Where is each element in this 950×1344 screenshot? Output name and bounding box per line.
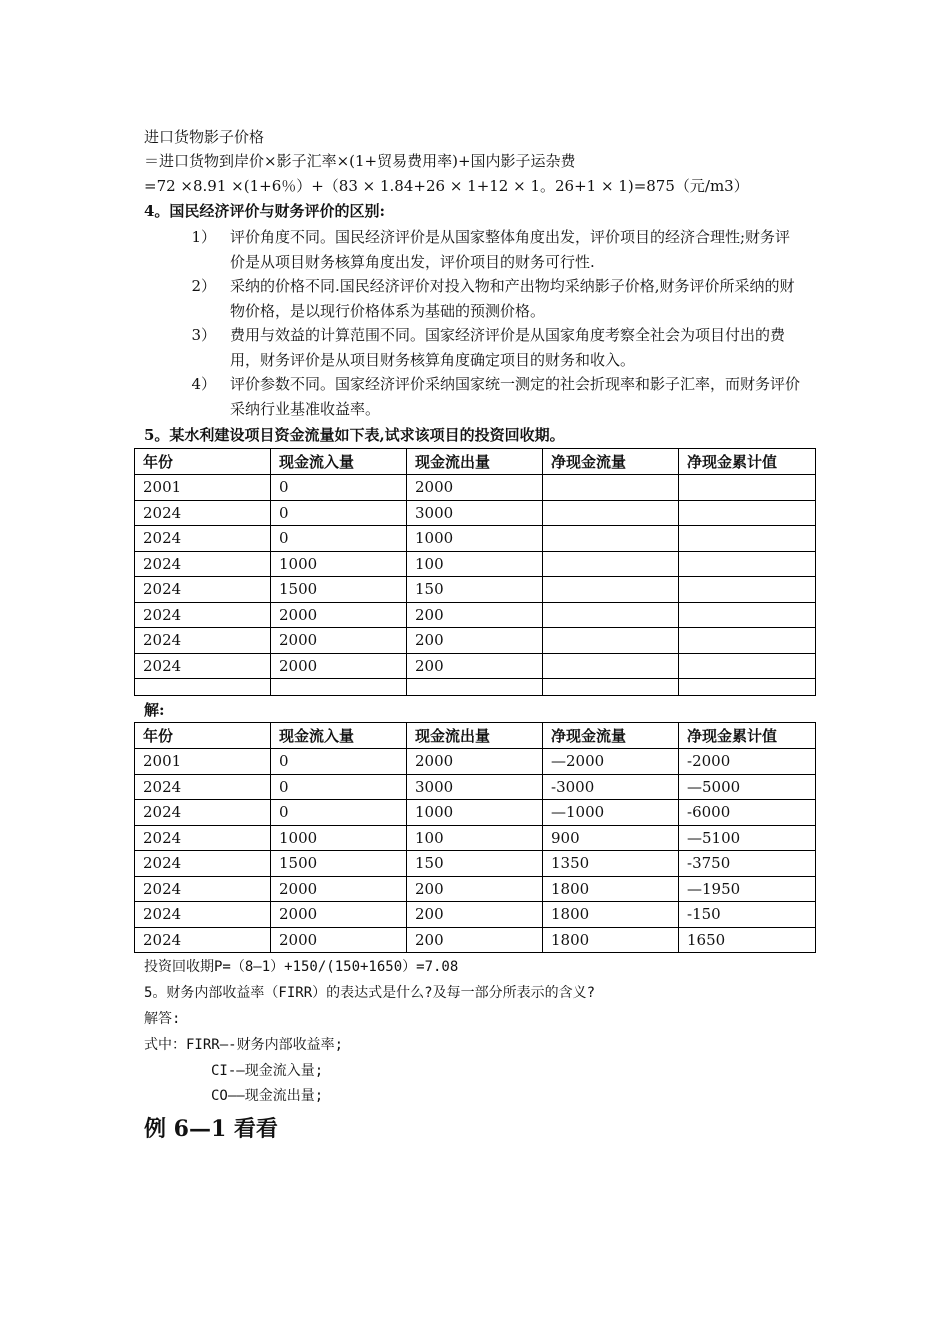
table-row [135,628,816,654]
section-5-title: 5。某水利建设项目资金流量如下表,试求该项目的投资回收期。 [144,426,565,444]
list-item-text: 评价参数不同。国家经济评价采纳国家统一测定的社会折现率和影子汇率，而财务评价采纳行业基准收益率。 [230,375,801,418]
table-cell: 2024 [135,876,271,902]
table-cell [543,500,679,526]
table-cell [407,679,543,696]
table-row [135,851,816,877]
header-cell: 净现金流量 [543,723,679,749]
table-cell [679,500,816,526]
header-cell: 净现金累计值 [679,449,816,475]
list-item [186,274,826,324]
table-cell [543,653,679,679]
table-row [135,526,816,552]
table-row [135,500,816,526]
table-cell [543,602,679,628]
table-row [135,475,816,501]
table-cell: 2000 [271,653,407,679]
table-cell: 2000 [271,876,407,902]
table-cell: 2024 [135,902,271,928]
table-cell [679,602,816,628]
list-item-text: 评价角度不同。国民经济评价是从国家整体角度出发，评价项目的经济合理性;财务评价是从项目财务核算角度出发，评价项目的财务可行性. [230,228,791,271]
header-cell: 净现金累计值 [679,723,816,749]
table-cell [543,628,679,654]
table-row [135,825,816,851]
table-cell: 1800 [543,902,679,928]
table-cell [543,551,679,577]
table-row [135,902,816,928]
definition-ci: CI-—现金流入量; [211,1063,324,1079]
table-cell [271,679,407,696]
table-row-empty [135,679,816,696]
table-cell: -6000 [679,800,816,826]
table-cell: 100 [407,551,543,577]
table-cell: 1500 [271,851,407,877]
header-cell: 现金流出量 [407,449,543,475]
table-cell: 1800 [543,876,679,902]
table-cell: 2001 [135,475,271,501]
table-cell: 0 [271,526,407,552]
solution-table [134,722,816,953]
table-cell: 1000 [407,526,543,552]
table-cell: 2024 [135,551,271,577]
table-cell [679,679,816,696]
list-item [186,323,826,373]
table-cell: 0 [271,800,407,826]
table-cell: 1500 [271,577,407,603]
list-item-text: 费用与效益的计算范围不同。国家经济评价是从国家角度考察全社会为项目付出的费用，财务评价是从项目财务核算角度确定项目的财务和收入。 [230,326,786,369]
table-cell [543,577,679,603]
table-cell: 150 [407,851,543,877]
table-cell: 200 [407,927,543,953]
table-cell: 2000 [271,602,407,628]
table-cell: 1800 [543,927,679,953]
header-cell: 净现金流量 [543,449,679,475]
table-row [135,800,816,826]
answer-label: 解答: [144,1011,181,1027]
table-row [135,749,816,775]
table-row [135,876,816,902]
table-cell: 900 [543,825,679,851]
table-cell [679,551,816,577]
table-cell [543,526,679,552]
table-cell: 2024 [135,500,271,526]
table-cell: 2024 [135,774,271,800]
table-cell: 0 [271,774,407,800]
table-cell: 2000 [271,628,407,654]
table-cell: 100 [407,825,543,851]
table-cell: 3000 [407,774,543,800]
table-cell: -3000 [543,774,679,800]
list-item-number: 3） [191,326,216,344]
table-row [135,602,816,628]
table-cell: 2024 [135,927,271,953]
table-cell [679,526,816,552]
list-item-number: 4） [191,375,216,393]
table-cell: 2024 [135,577,271,603]
table-cell: 2000 [271,927,407,953]
table-cell [679,628,816,654]
table-cell: -3750 [679,851,816,877]
table-cell [679,653,816,679]
table-cell: 1000 [407,800,543,826]
table-cell: —1950 [679,876,816,902]
table-cell: 1000 [271,825,407,851]
table-cell [543,679,679,696]
table-cell: 2024 [135,526,271,552]
table-cell: 2024 [135,800,271,826]
list-item [186,225,826,275]
table-cell: 1650 [679,927,816,953]
table-cell: —1000 [543,800,679,826]
table-cell: 0 [271,475,407,501]
table-cell: 200 [407,602,543,628]
table-cell [135,679,271,696]
table-cell: 2024 [135,628,271,654]
table-cell: 1000 [271,551,407,577]
definition-co: CO——现金流出量; [211,1088,324,1104]
table-cell: 2000 [407,475,543,501]
table-cell: 2024 [135,825,271,851]
intro-line-2: ＝进口货物到岸价×影子汇率×(1+贸易费用率)+国内影子运杂费 [144,152,576,170]
table-cell: -2000 [679,749,816,775]
table-cell: 2000 [271,902,407,928]
table-cell: —5100 [679,825,816,851]
table-header-row [135,723,816,749]
table-cell: —2000 [543,749,679,775]
list-item-number: 2） [191,277,216,295]
table-cell [679,577,816,603]
table-cell: 2024 [135,851,271,877]
table-cell: 200 [407,876,543,902]
table-cell: -150 [679,902,816,928]
table-cell: 1350 [543,851,679,877]
table-cell: 200 [407,628,543,654]
list-item-number: 1） [191,228,216,246]
table-cell [679,475,816,501]
table-cell: 200 [407,902,543,928]
table-cell: 150 [407,577,543,603]
table-cell: 200 [407,653,543,679]
table-row [135,551,816,577]
table-cell: 2001 [135,749,271,775]
table-row [135,927,816,953]
table-cell: 0 [271,749,407,775]
table-cell: —5000 [679,774,816,800]
header-cell: 现金流出量 [407,723,543,749]
problem-table [134,448,816,696]
table-row [135,577,816,603]
table-cell [543,475,679,501]
header-cell: 现金流入量 [271,449,407,475]
header-cell: 年份 [135,723,271,749]
solution-label: 解: [144,701,165,719]
payback-formula: 投资回收期P=（8—1）+150/(150+1650）=7.08 [144,959,459,975]
firr-question: 5。财务内部收益率（FIRR）的表达式是什么?及每一部分所表示的含义? [144,985,595,1001]
table-row [135,774,816,800]
table-row [135,653,816,679]
header-cell: 年份 [135,449,271,475]
intro-line-3: =72 ×8.91 ×(1+6％）+（83 × 1.84+26 × 1+12 × 1。26+1 × 1)=875（元/m3） [144,177,749,195]
list-item-text: 采纳的价格不同.国民经济评价对投入物和产出物均采纳影子价格,财务评价所采纳的财物价格，是以现行价格体系为基础的预测价格。 [230,277,795,320]
table-cell: 2024 [135,602,271,628]
table-header-row [135,449,816,475]
list-item [186,372,826,422]
intro-line-1: 进口货物影子价格 [144,128,265,146]
header-cell: 现金流入量 [271,723,407,749]
example-heading: 例 6—1 看看 [144,1116,278,1142]
table-cell: 2024 [135,653,271,679]
definition-firr: 式中：FIRR—-财务内部收益率; [144,1037,344,1053]
table-cell: 0 [271,500,407,526]
table-cell: 2000 [407,749,543,775]
section-4-title: 4。国民经济评价与财务评价的区别: [144,202,385,220]
table-cell: 3000 [407,500,543,526]
